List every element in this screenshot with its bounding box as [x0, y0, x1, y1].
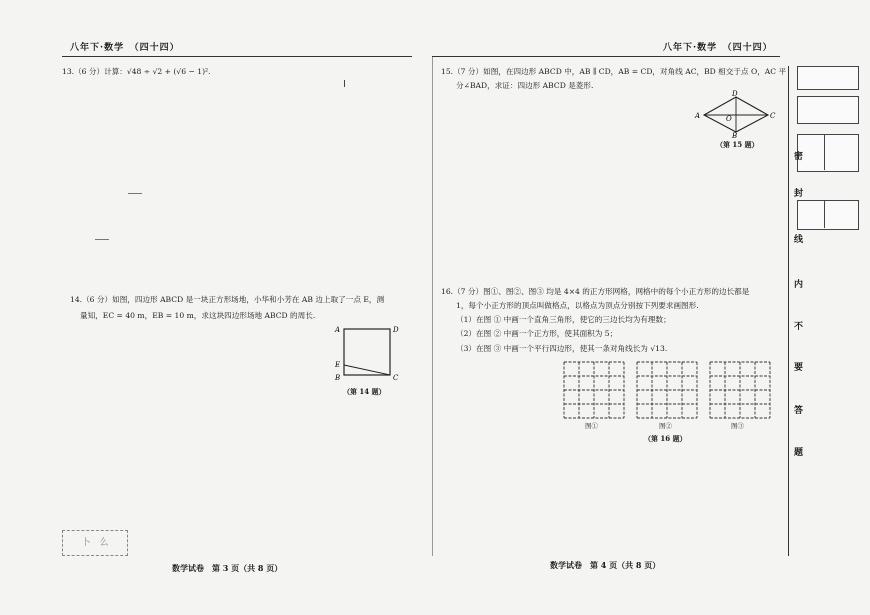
seal-box — [797, 66, 859, 90]
question-13: 13.（6 分）计算：√48 ÷ √2 + (√6 − 1)². — [62, 67, 211, 76]
grid-1-label: 图① — [585, 422, 598, 430]
label-e: E — [335, 361, 341, 369]
label-a: A — [335, 326, 341, 334]
label-c: C — [393, 374, 399, 382]
figure-14-caption: （第 14 题） — [343, 387, 386, 396]
question-16-line1: 16.（7 分）图①、图②、图③ 均是 4×4 的正方形网格，网格中的每个小正方形的边长都是 — [441, 287, 750, 296]
scan-mark — [95, 239, 109, 240]
question-16-line2: 1，每个小正方形的顶点叫做格点，以格点为顶点分别按下列要求画图形. — [456, 301, 699, 310]
grid-2-label: 图② — [659, 422, 672, 430]
question-16-item2: （2）在图 ② 中画一个正方形，使其面积为 5； — [456, 329, 618, 338]
grid-1 — [562, 360, 626, 420]
seal-box — [797, 134, 859, 172]
question-15-line2: 分∠BAD，求证：四边形 ABCD 是菱形. — [456, 81, 594, 90]
question-16-item3: （3）在图 ③ 中画一个平行四边形，使其一条对角线长为 √13. — [456, 344, 668, 353]
right-page-footer: 数学试卷 第 4 页（共 8 页） — [550, 560, 661, 570]
seal-char-5: 不 — [794, 322, 804, 332]
question-14-line2: 量知，EC = 40 m，EB = 10 m，求这块四边形场地 ABCD 的周长. — [80, 311, 316, 320]
figure-15 — [694, 90, 780, 138]
seal-box-divider — [824, 134, 825, 170]
seal-margin-line — [788, 66, 789, 556]
figure-16-caption: （第 16 题） — [644, 434, 687, 443]
page-divider — [432, 56, 433, 556]
question-16-item1: （1）在图 ① 中画一个直角三角形，使它的三边长均为有理数； — [456, 315, 671, 324]
label-d: D — [732, 90, 738, 98]
seal-char-3: 线 — [794, 235, 804, 245]
grid-3-label: 图③ — [731, 422, 744, 430]
segment-ec — [344, 365, 390, 375]
label-a: A — [695, 112, 701, 120]
right-page-header: 八年下·数学 （四十四） — [663, 43, 773, 53]
scan-mark — [344, 80, 345, 87]
label-o: O — [726, 115, 732, 123]
left-page-header: 八年下·数学 （四十四） — [70, 43, 180, 53]
label-c: C — [770, 112, 776, 120]
grid-3 — [708, 360, 772, 420]
seal-box-divider — [824, 200, 825, 228]
grid-2 — [635, 360, 699, 420]
seal-char-2: 封 — [794, 189, 804, 199]
seal-char-7: 答 — [794, 406, 804, 416]
square-abcd — [344, 329, 390, 375]
question-15-line1: 15.（7 分）如图，在四边形 ABCD 中，AB ∥ CD，AB = CD，对角线 AC，BD 相交于点 O，AC 平 — [441, 67, 787, 76]
label-d: D — [393, 326, 399, 334]
seal-box — [797, 200, 859, 230]
seal-char-6: 要 — [794, 363, 804, 373]
scan-stamp: 卜 么 — [62, 530, 128, 556]
figure-15-caption: （第 15 题） — [716, 140, 759, 149]
seal-box — [797, 96, 859, 124]
left-page-footer: 数学试卷 第 3 页（共 8 页） — [172, 563, 283, 573]
seal-char-4: 内 — [794, 280, 804, 290]
seal-char-1: 密 — [794, 152, 804, 162]
label-b: B — [732, 132, 738, 138]
label-b: B — [335, 374, 341, 382]
question-14-line1: 14.（6 分）如图，四边形 ABCD 是一块正方形场地，小华和小芳在 AB 边上取了一点 E，测 — [70, 295, 385, 304]
left-header-rule — [62, 56, 412, 57]
scan-mark — [128, 193, 142, 194]
figure-14 — [332, 322, 404, 384]
right-header-rule — [432, 56, 780, 57]
seal-char-8: 题 — [794, 448, 804, 458]
